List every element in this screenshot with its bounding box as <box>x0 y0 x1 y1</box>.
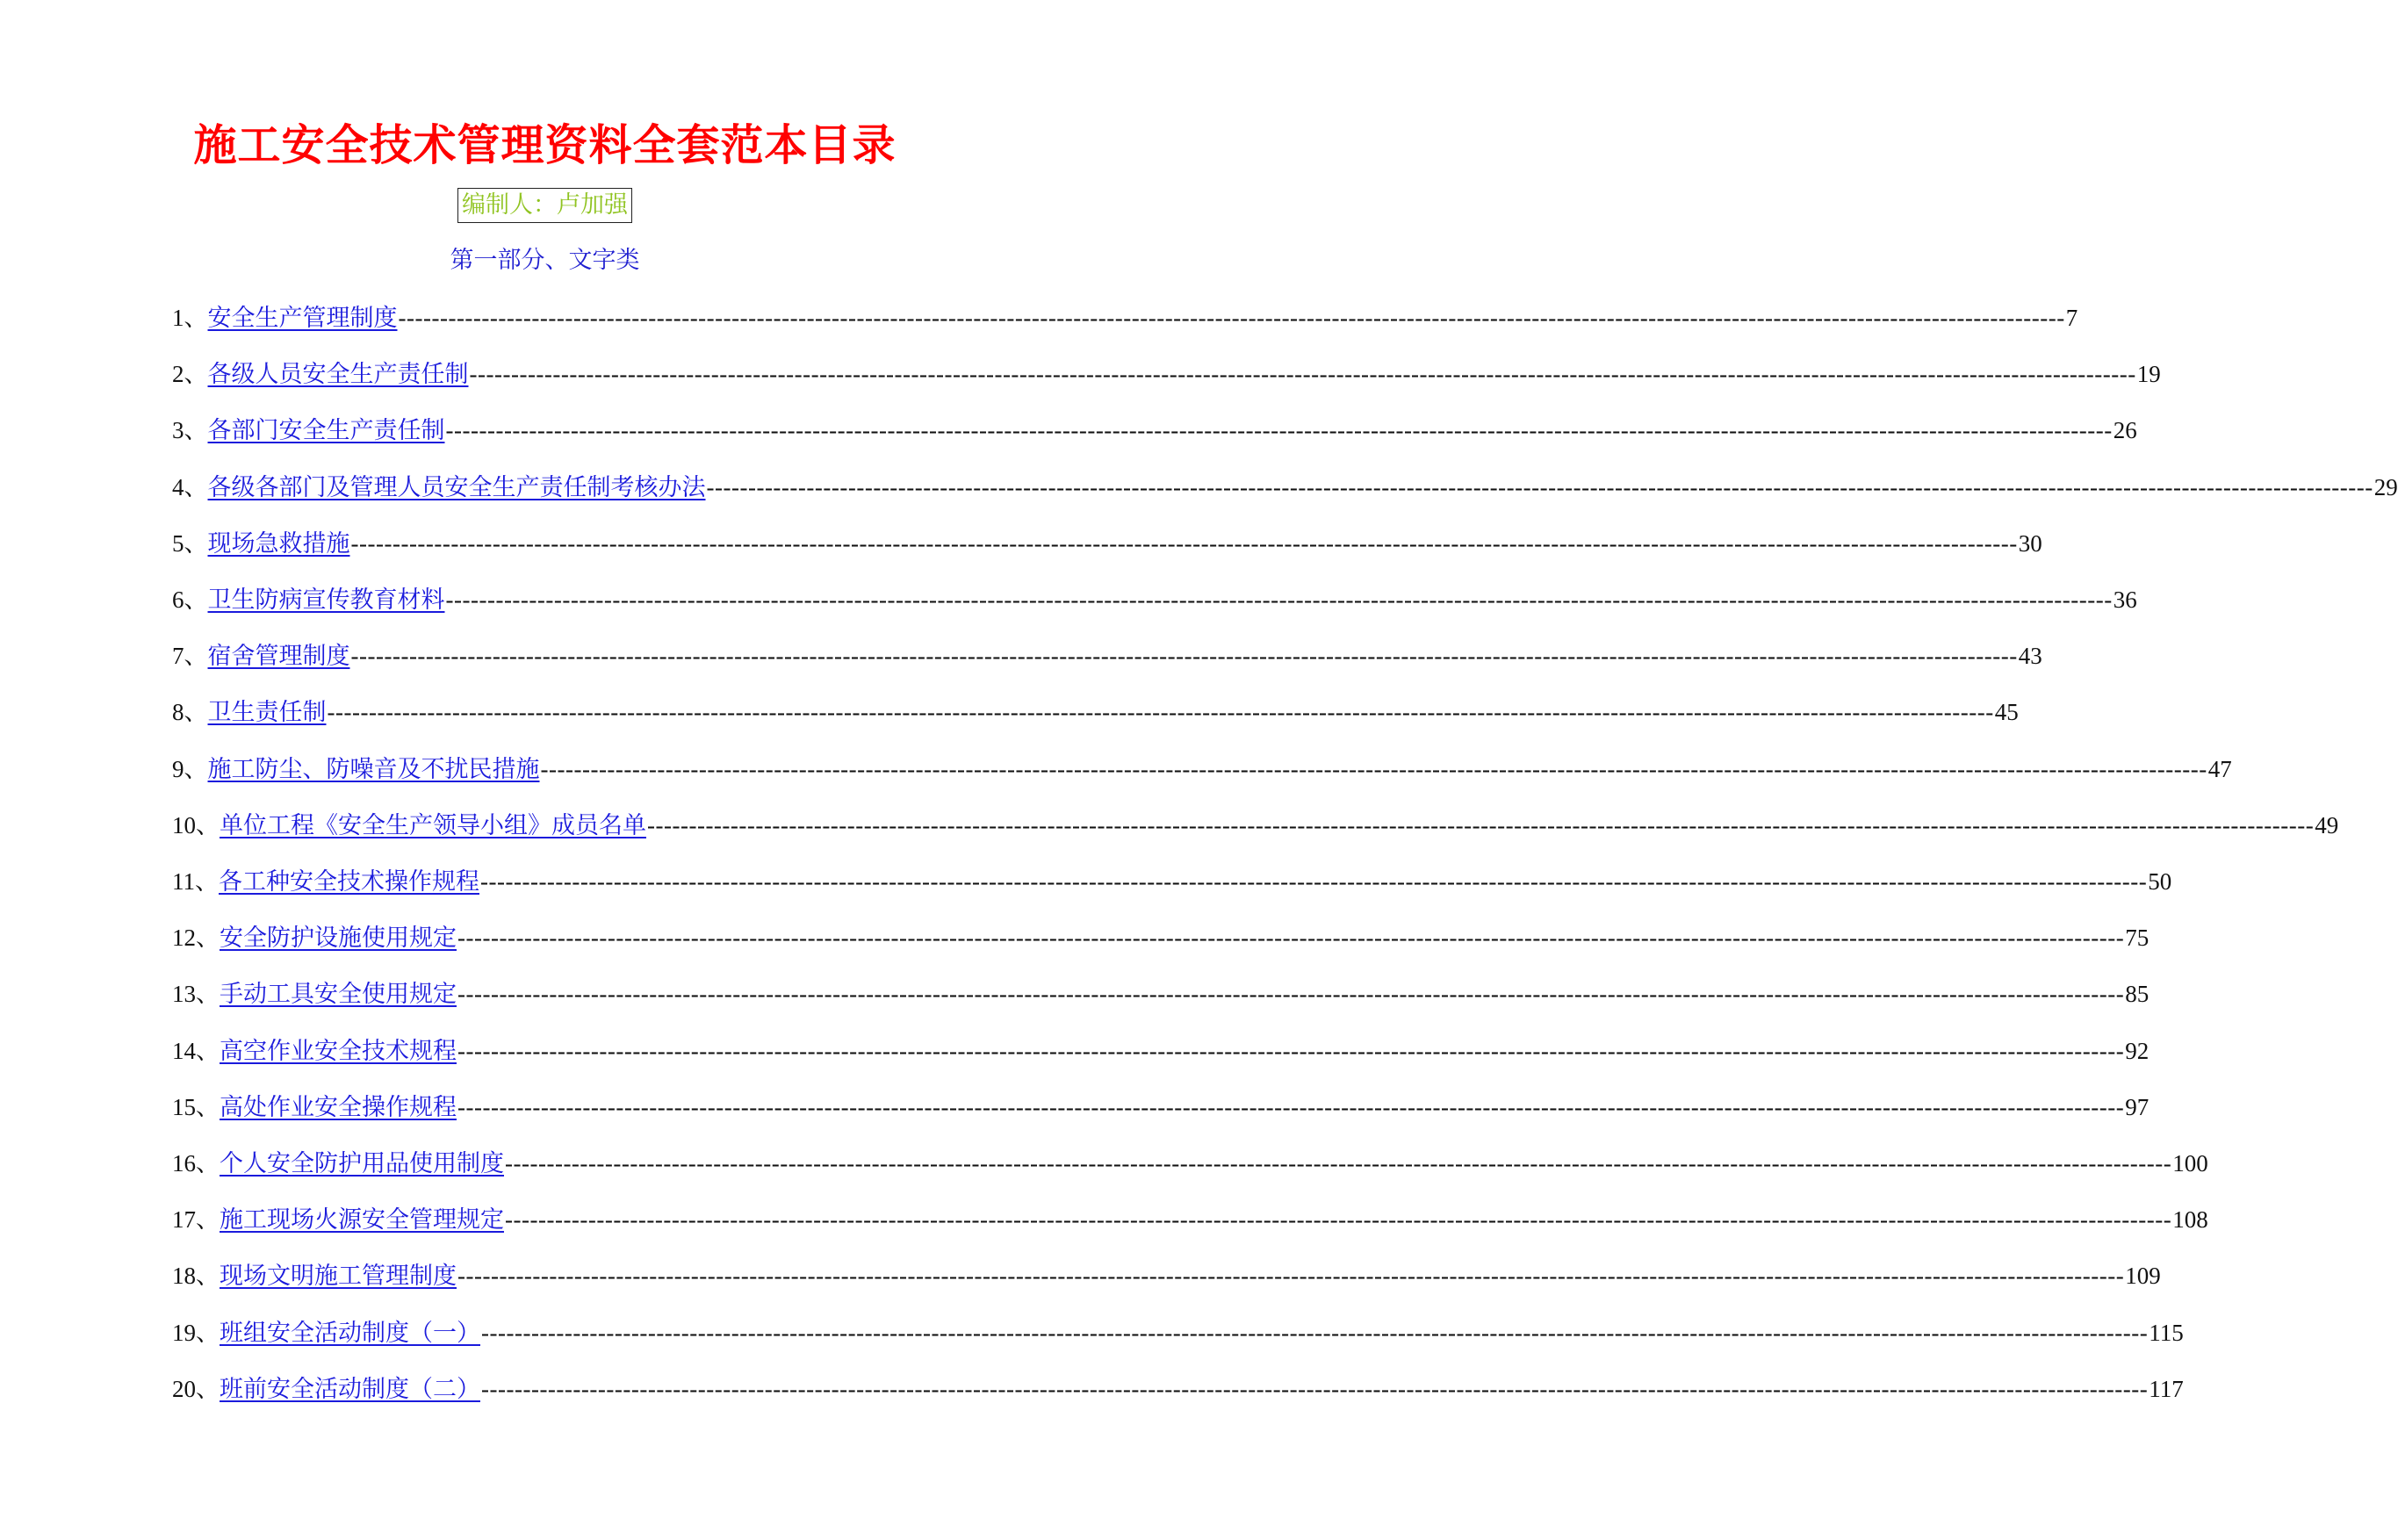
toc-row <box>172 1090 2150 1125</box>
toc-link[interactable]: 安全生产管理制度 <box>207 305 398 331</box>
toc-row <box>172 526 2042 561</box>
toc-row <box>172 356 2161 392</box>
toc-row <box>172 1033 2150 1069</box>
toc-link[interactable]: 各级人员安全生产责任制 <box>207 361 469 388</box>
toc-page-number: 29 <box>2373 473 2398 500</box>
toc-number: 14、 <box>172 1037 220 1064</box>
toc-number: 17、 <box>172 1206 220 1234</box>
toc-page-number: 7 <box>2065 305 2078 331</box>
toc-link[interactable]: 各部门安全生产责任制 <box>207 417 445 444</box>
toc-number: 16、 <box>172 1150 220 1177</box>
toc-page-number: 97 <box>2125 1093 2150 1120</box>
toc-number: 12、 <box>172 925 220 952</box>
toc-link[interactable]: 卫生防病宣传教育材料 <box>207 586 445 613</box>
toc-number: 19、 <box>172 1319 220 1346</box>
toc-number: 6、 <box>172 586 208 613</box>
toc-link[interactable]: 施工现场火源安全管理规定 <box>220 1206 504 1234</box>
toc-dash-leader: -------------------------------------------------------------------------------------------------------------------------------------------------------------------------------------------------------- <box>457 1263 2125 1290</box>
toc-link[interactable]: 个人安全防护用品使用制度 <box>220 1150 504 1177</box>
toc-number: 8、 <box>172 699 208 726</box>
toc-row <box>172 1315 2184 1350</box>
toc-dash-leader: -------------------------------------------------------------------------------------------------------------------------------------------------------------------------------------------------------- <box>706 473 2373 500</box>
section-title: 第一部分、文字类 <box>450 247 640 274</box>
toc-dash-leader: -------------------------------------------------------------------------------------------------------------------------------------------------------------------------------------------------------- <box>481 1375 2149 1402</box>
toc-dash-leader: -------------------------------------------------------------------------------------------------------------------------------------------------------------------------------------------------------- <box>457 925 2125 952</box>
toc-page-number: 36 <box>2113 586 2137 613</box>
toc-number: 18、 <box>172 1263 220 1290</box>
toc-row <box>172 752 2232 787</box>
author-label: 编制人：卢加强 <box>457 188 632 223</box>
toc-link[interactable]: 高空作业安全技术规程 <box>220 1037 457 1064</box>
document-title: 施工安全技术管理资料全套范本目录 <box>193 119 897 170</box>
toc-dash-leader: -------------------------------------------------------------------------------------------------------------------------------------------------------------------------------------------------------- <box>647 811 2315 838</box>
toc-page-number: 30 <box>2018 529 2042 557</box>
toc-link[interactable]: 手动工具安全使用规定 <box>220 981 457 1008</box>
toc-page-number: 109 <box>2125 1263 2161 1290</box>
toc-dash-leader: -------------------------------------------------------------------------------------------------------------------------------------------------------------------------------------------------------- <box>398 305 2065 331</box>
toc-link[interactable]: 各级各部门及管理人员安全生产责任制考核办法 <box>207 473 706 500</box>
toc-page-number: 45 <box>1994 699 2019 726</box>
toc-link[interactable]: 单位工程《安全生产领导小组》成员名单 <box>220 811 646 838</box>
toc-number: 5、 <box>172 529 208 557</box>
toc-number: 15、 <box>172 1093 220 1120</box>
toc-page-number: 49 <box>2315 811 2339 838</box>
toc-number: 13、 <box>172 981 220 1008</box>
toc-page-number: 115 <box>2149 1319 2184 1346</box>
toc-row <box>172 413 2137 448</box>
toc-link[interactable]: 宿舍管理制度 <box>207 643 350 670</box>
toc-dash-leader: -------------------------------------------------------------------------------------------------------------------------------------------------------------------------------------------------------- <box>350 529 2018 557</box>
toc-dash-leader: -------------------------------------------------------------------------------------------------------------------------------------------------------------------------------------------------------- <box>445 417 2113 444</box>
toc-row <box>172 300 2078 335</box>
toc-dash-leader: -------------------------------------------------------------------------------------------------------------------------------------------------------------------------------------------------------- <box>457 981 2125 1008</box>
toc-link[interactable]: 现场文明施工管理制度 <box>220 1263 457 1290</box>
toc-row <box>172 808 2339 843</box>
toc-link[interactable]: 卫生责任制 <box>207 699 327 726</box>
toc-dash-leader: -------------------------------------------------------------------------------------------------------------------------------------------------------------------------------------------------------- <box>540 755 2207 782</box>
toc-dash-leader: -------------------------------------------------------------------------------------------------------------------------------------------------------------------------------------------------------- <box>469 361 2136 388</box>
toc-page-number: 85 <box>2125 981 2150 1008</box>
toc-page-number: 50 <box>2148 868 2172 895</box>
toc-dash-leader: -------------------------------------------------------------------------------------------------------------------------------------------------------------------------------------------------------- <box>481 1319 2149 1346</box>
toc-dash-leader: -------------------------------------------------------------------------------------------------------------------------------------------------------------------------------------------------------- <box>505 1206 2172 1234</box>
toc-number: 20、 <box>172 1375 220 1402</box>
toc-link[interactable]: 安全防护设施使用规定 <box>220 925 457 952</box>
toc-number: 7、 <box>172 643 208 670</box>
toc-link[interactable]: 施工防尘、防噪音及不扰民措施 <box>207 755 540 782</box>
toc-page-number: 100 <box>2172 1150 2208 1177</box>
toc-page-number: 108 <box>2172 1206 2208 1234</box>
toc-page-number: 92 <box>2125 1037 2150 1064</box>
toc-dash-leader: -------------------------------------------------------------------------------------------------------------------------------------------------------------------------------------------------------- <box>445 586 2113 613</box>
author-container <box>0 188 1090 223</box>
toc-dash-leader: -------------------------------------------------------------------------------------------------------------------------------------------------------------------------------------------------------- <box>457 1037 2125 1064</box>
toc-number: 4、 <box>172 473 208 500</box>
toc-link[interactable]: 现场急救措施 <box>207 529 350 557</box>
toc-dash-leader: -------------------------------------------------------------------------------------------------------------------------------------------------------------------------------------------------------- <box>505 1150 2172 1177</box>
toc-row <box>172 920 2150 955</box>
toc-row <box>172 694 2019 730</box>
toc-link[interactable]: 班前安全活动制度（二） <box>220 1375 480 1402</box>
toc-row <box>172 1258 2161 1293</box>
toc-dash-leader: -------------------------------------------------------------------------------------------------------------------------------------------------------------------------------------------------------- <box>350 643 2018 670</box>
toc-number: 11、 <box>172 868 219 895</box>
toc-page-number: 117 <box>2149 1375 2184 1402</box>
toc-number: 10、 <box>172 811 220 838</box>
toc-number: 2、 <box>172 361 208 388</box>
toc-number: 3、 <box>172 417 208 444</box>
toc-row <box>172 976 2150 1011</box>
toc-link[interactable]: 各工种安全技术操作规程 <box>219 868 479 895</box>
toc-number: 9、 <box>172 755 208 782</box>
toc-row <box>172 864 2172 899</box>
toc-row <box>172 1146 2208 1181</box>
toc-link[interactable]: 班组安全活动制度（一） <box>220 1319 480 1346</box>
toc-page-number: 43 <box>2018 643 2042 670</box>
toc-number: 1、 <box>172 305 208 331</box>
toc-dash-leader: -------------------------------------------------------------------------------------------------------------------------------------------------------------------------------------------------------- <box>327 699 1994 726</box>
toc-dash-leader: -------------------------------------------------------------------------------------------------------------------------------------------------------------------------------------------------------- <box>480 868 2148 895</box>
toc-page-number: 26 <box>2113 417 2137 444</box>
toc-row <box>172 638 2042 673</box>
toc-link[interactable]: 高处作业安全操作规程 <box>220 1093 457 1120</box>
toc-page-number: 75 <box>2125 925 2150 952</box>
toc-row <box>172 1371 2184 1407</box>
toc-dash-leader: -------------------------------------------------------------------------------------------------------------------------------------------------------------------------------------------------------- <box>457 1093 2125 1120</box>
toc-row <box>172 582 2137 617</box>
toc-row <box>172 470 2398 505</box>
toc-page-number: 47 <box>2207 755 2232 782</box>
toc-row <box>172 1202 2208 1237</box>
toc-page-number: 19 <box>2136 361 2161 388</box>
